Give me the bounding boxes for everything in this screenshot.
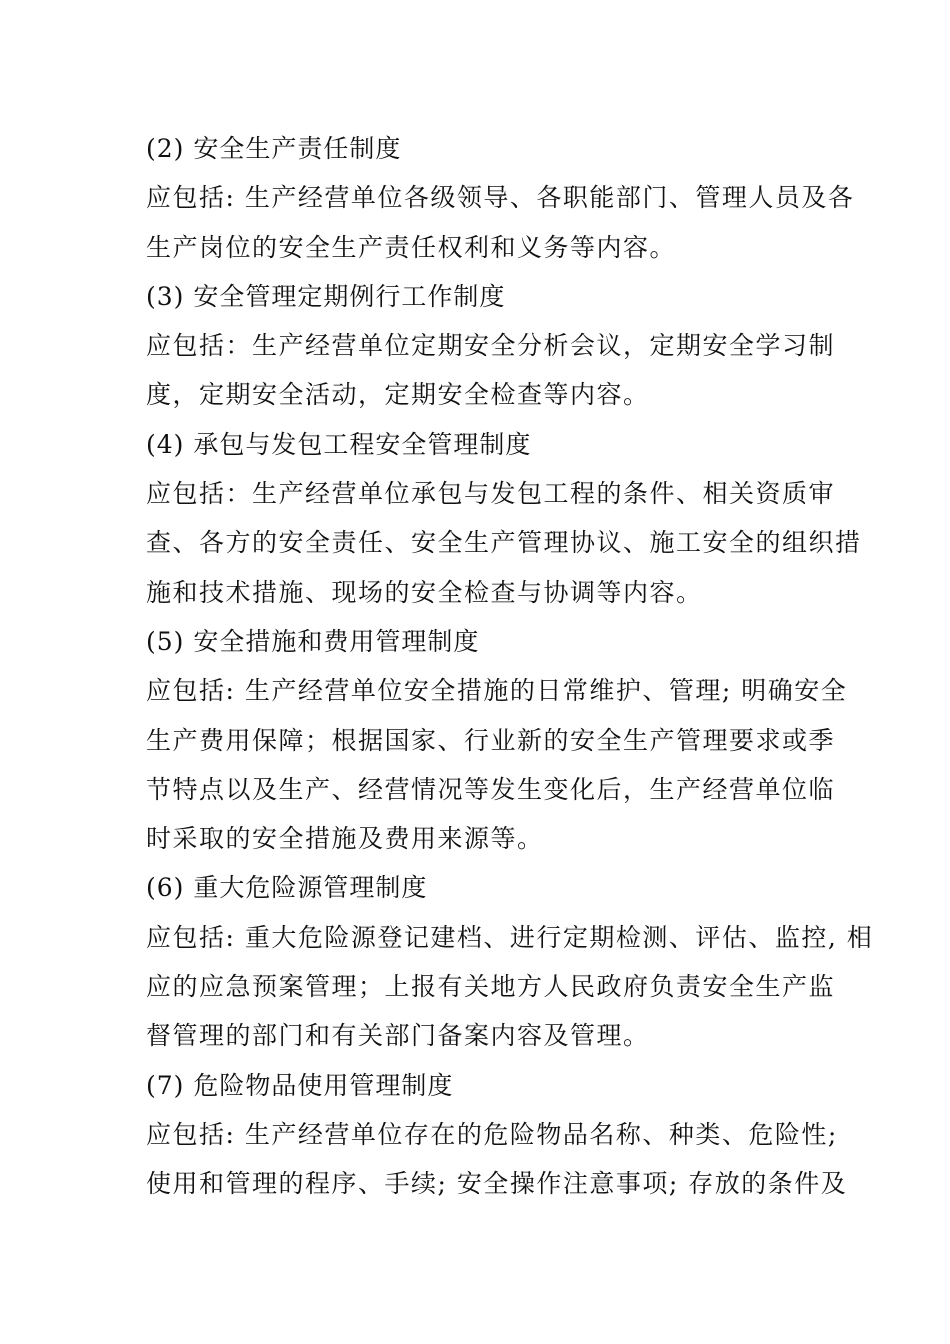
paragraph-line: 应包括：生产经营单位承包与发包工程的条件、相关资质审 — [146, 479, 836, 509]
paragraph-line: 查、各方的安全责任、安全生产管理协议、施工安全的组织措 — [146, 528, 862, 558]
section-heading: (4) 承包与发包工程安全管理制度 — [146, 429, 532, 459]
paragraph-line: 节特点以及生产、经营情况等发生变化后，生产经营单位临 — [146, 774, 836, 804]
section-heading: (3) 安全管理定期例行工作制度 — [146, 281, 506, 311]
paragraph-line: 生产费用保障；根据国家、行业新的安全生产管理要求或季 — [146, 725, 836, 755]
paragraph-line: 应包括: 生产经营单位存在的危险物品名称、种类、危险性; — [146, 1119, 838, 1149]
section-heading: (5) 安全措施和费用管理制度 — [146, 626, 480, 656]
paragraph-line: 应包括：生产经营单位定期安全分析会议，定期安全学习制 — [146, 331, 836, 361]
section-heading: (7) 危险物品使用管理制度 — [146, 1070, 454, 1100]
paragraph-line: 应包括: 生产经营单位各级领导、各职能部门、管理人员及各 — [146, 183, 855, 213]
paragraph-line: 度，定期安全活动，定期安全检查等内容。 — [146, 380, 650, 410]
section-heading: (6) 重大危险源管理制度 — [146, 873, 428, 903]
paragraph-line: 施和技术措施、现场的安全检查与协调等内容。 — [146, 577, 703, 607]
paragraph-line: 使用和管理的程序、手续; 安全操作注意事项; 存放的条件及 — [146, 1169, 848, 1199]
paragraph-line: 应包括: 生产经营单位安全措施的日常维护、管理; 明确安全 — [146, 676, 848, 706]
document-body — [146, 124, 874, 1209]
paragraph-line: 应包括: 重大危险源登记建档、进行定期检测、评估、监控, 相 — [146, 922, 874, 952]
paragraph-line: 生产岗位的安全生产责任权利和义务等内容。 — [146, 232, 677, 262]
paragraph-line: 时采取的安全措施及费用来源等。 — [146, 824, 544, 854]
paragraph-line: 督管理的部门和有关部门备案内容及管理。 — [146, 1021, 650, 1051]
section-heading: (2) 安全生产责任制度 — [146, 134, 402, 163]
paragraph-line: 应的应急预案管理；上报有关地方人民政府负责安全生产监 — [146, 972, 836, 1002]
